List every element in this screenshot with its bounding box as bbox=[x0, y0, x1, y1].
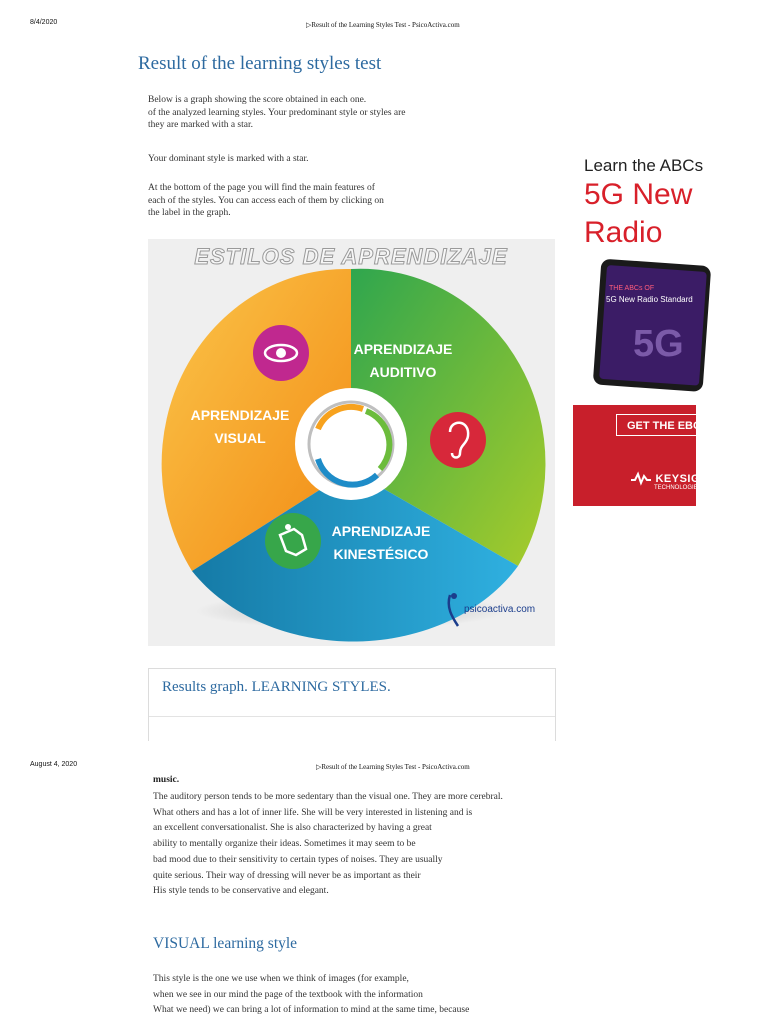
text-line: quite serious. Their way of dressing will never be as important as their bbox=[153, 870, 421, 881]
text-line: What others and has a lot of inner life. She will be very interested in listening and is bbox=[153, 807, 473, 818]
brand-text: psicoactiva.com bbox=[464, 604, 536, 615]
text-line: Below is a graph showing the score obtained in each one. bbox=[148, 95, 367, 105]
text-line: an excellent conversationalist. She is also characterized by having a great bbox=[153, 823, 432, 834]
header-title: ▷Result of the Learning Styles Test - PsicoActiva.com bbox=[306, 21, 460, 29]
infographic-title: ESTILOS DE APRENDIZAJE bbox=[194, 244, 508, 269]
results-graph-title: Results graph. LEARNING STYLES. bbox=[162, 679, 391, 695]
ad-tablet-big: 5G bbox=[633, 323, 684, 365]
page2-header-date: August 4, 2020 bbox=[30, 761, 78, 768]
ad-tablet-image bbox=[593, 260, 696, 394]
text-line: when we see in our mind the page of the textbook with the information bbox=[153, 989, 423, 1000]
text-line: The auditory person tends to be more sedentary than the visual one. They are more cerebral. bbox=[153, 792, 503, 802]
text-line: This style is the one we use when we think of images (for example, bbox=[153, 974, 409, 984]
divider bbox=[149, 716, 555, 717]
text-line: What we need) we can bring a lot of information to mind at the same time, because bbox=[153, 1005, 470, 1015]
page-title: Result of the learning styles test bbox=[138, 53, 382, 74]
text-line: At the bottom of the page you will find the main features of bbox=[148, 183, 375, 193]
auditivo-label-line1[interactable]: APRENDIZAJE bbox=[353, 341, 453, 357]
header-date: 8/4/2020 bbox=[30, 19, 58, 26]
results-graph-panel bbox=[148, 668, 556, 741]
ear-icon bbox=[430, 412, 486, 468]
ad-logo-subtext: TECHNOLOGIES bbox=[654, 485, 702, 491]
hand-icon bbox=[265, 513, 321, 569]
kinestesico-label-line2[interactable]: KINESTÉSICO bbox=[333, 546, 429, 562]
visual-label-line2[interactable]: VISUAL bbox=[214, 430, 266, 446]
auditivo-label-line2[interactable]: AUDITIVO bbox=[369, 364, 437, 380]
ad-logo-text: KEYSIGHT bbox=[655, 473, 716, 485]
ad-tablet-line2: 5G New Radio Standard bbox=[606, 295, 693, 304]
dominant-paragraph: Your dominant style is marked with a star. bbox=[148, 154, 309, 164]
text-line: ability to mentally organize their ideas. Sometimes it may seem to be bbox=[153, 839, 416, 850]
text-line: each of the styles. You can access each of them by clicking on bbox=[148, 195, 384, 206]
text-line: of the analyzed learning styles. Your predominant style or styles are bbox=[148, 107, 406, 118]
ad-headline: Learn the ABCs bbox=[584, 156, 704, 175]
advertisement-banner[interactable] bbox=[573, 120, 719, 506]
ad-title-line2: Radio bbox=[584, 216, 663, 249]
section-end-word: music. bbox=[153, 775, 180, 785]
page2-header-title: ▷Result of the Learning Styles Test - PsicoActiva.com bbox=[316, 763, 470, 771]
visual-label-line1[interactable]: APRENDIZAJE bbox=[190, 407, 290, 423]
ad-tablet-line1: THE ABCs OF bbox=[609, 285, 655, 292]
visual-paragraph bbox=[153, 972, 469, 1019]
eye-icon bbox=[253, 325, 309, 381]
keysight-logo bbox=[631, 469, 716, 491]
text-line: bad mood due to their sensitivity to certain types of noises. They are usually bbox=[153, 854, 443, 865]
learning-styles-infographic bbox=[148, 239, 555, 646]
bottom-paragraph bbox=[148, 182, 384, 220]
kinestesico-label-line1[interactable]: APRENDIZAJE bbox=[331, 523, 431, 539]
keysight-wave-icon bbox=[631, 472, 651, 484]
text-line: the label in the graph. bbox=[148, 208, 231, 218]
auditory-paragraph bbox=[153, 790, 503, 900]
text-line: they are marked with a star. bbox=[148, 120, 253, 130]
infographic-svg bbox=[148, 239, 555, 646]
ad-title-line1: 5G New bbox=[584, 178, 693, 211]
text-line: His style tends to be conservative and elegant. bbox=[153, 886, 329, 897]
ad-cta-button[interactable]: GET THE EBOOK bbox=[616, 414, 716, 436]
visual-style-heading: VISUAL learning style bbox=[153, 935, 298, 952]
intro-paragraph bbox=[148, 94, 406, 132]
